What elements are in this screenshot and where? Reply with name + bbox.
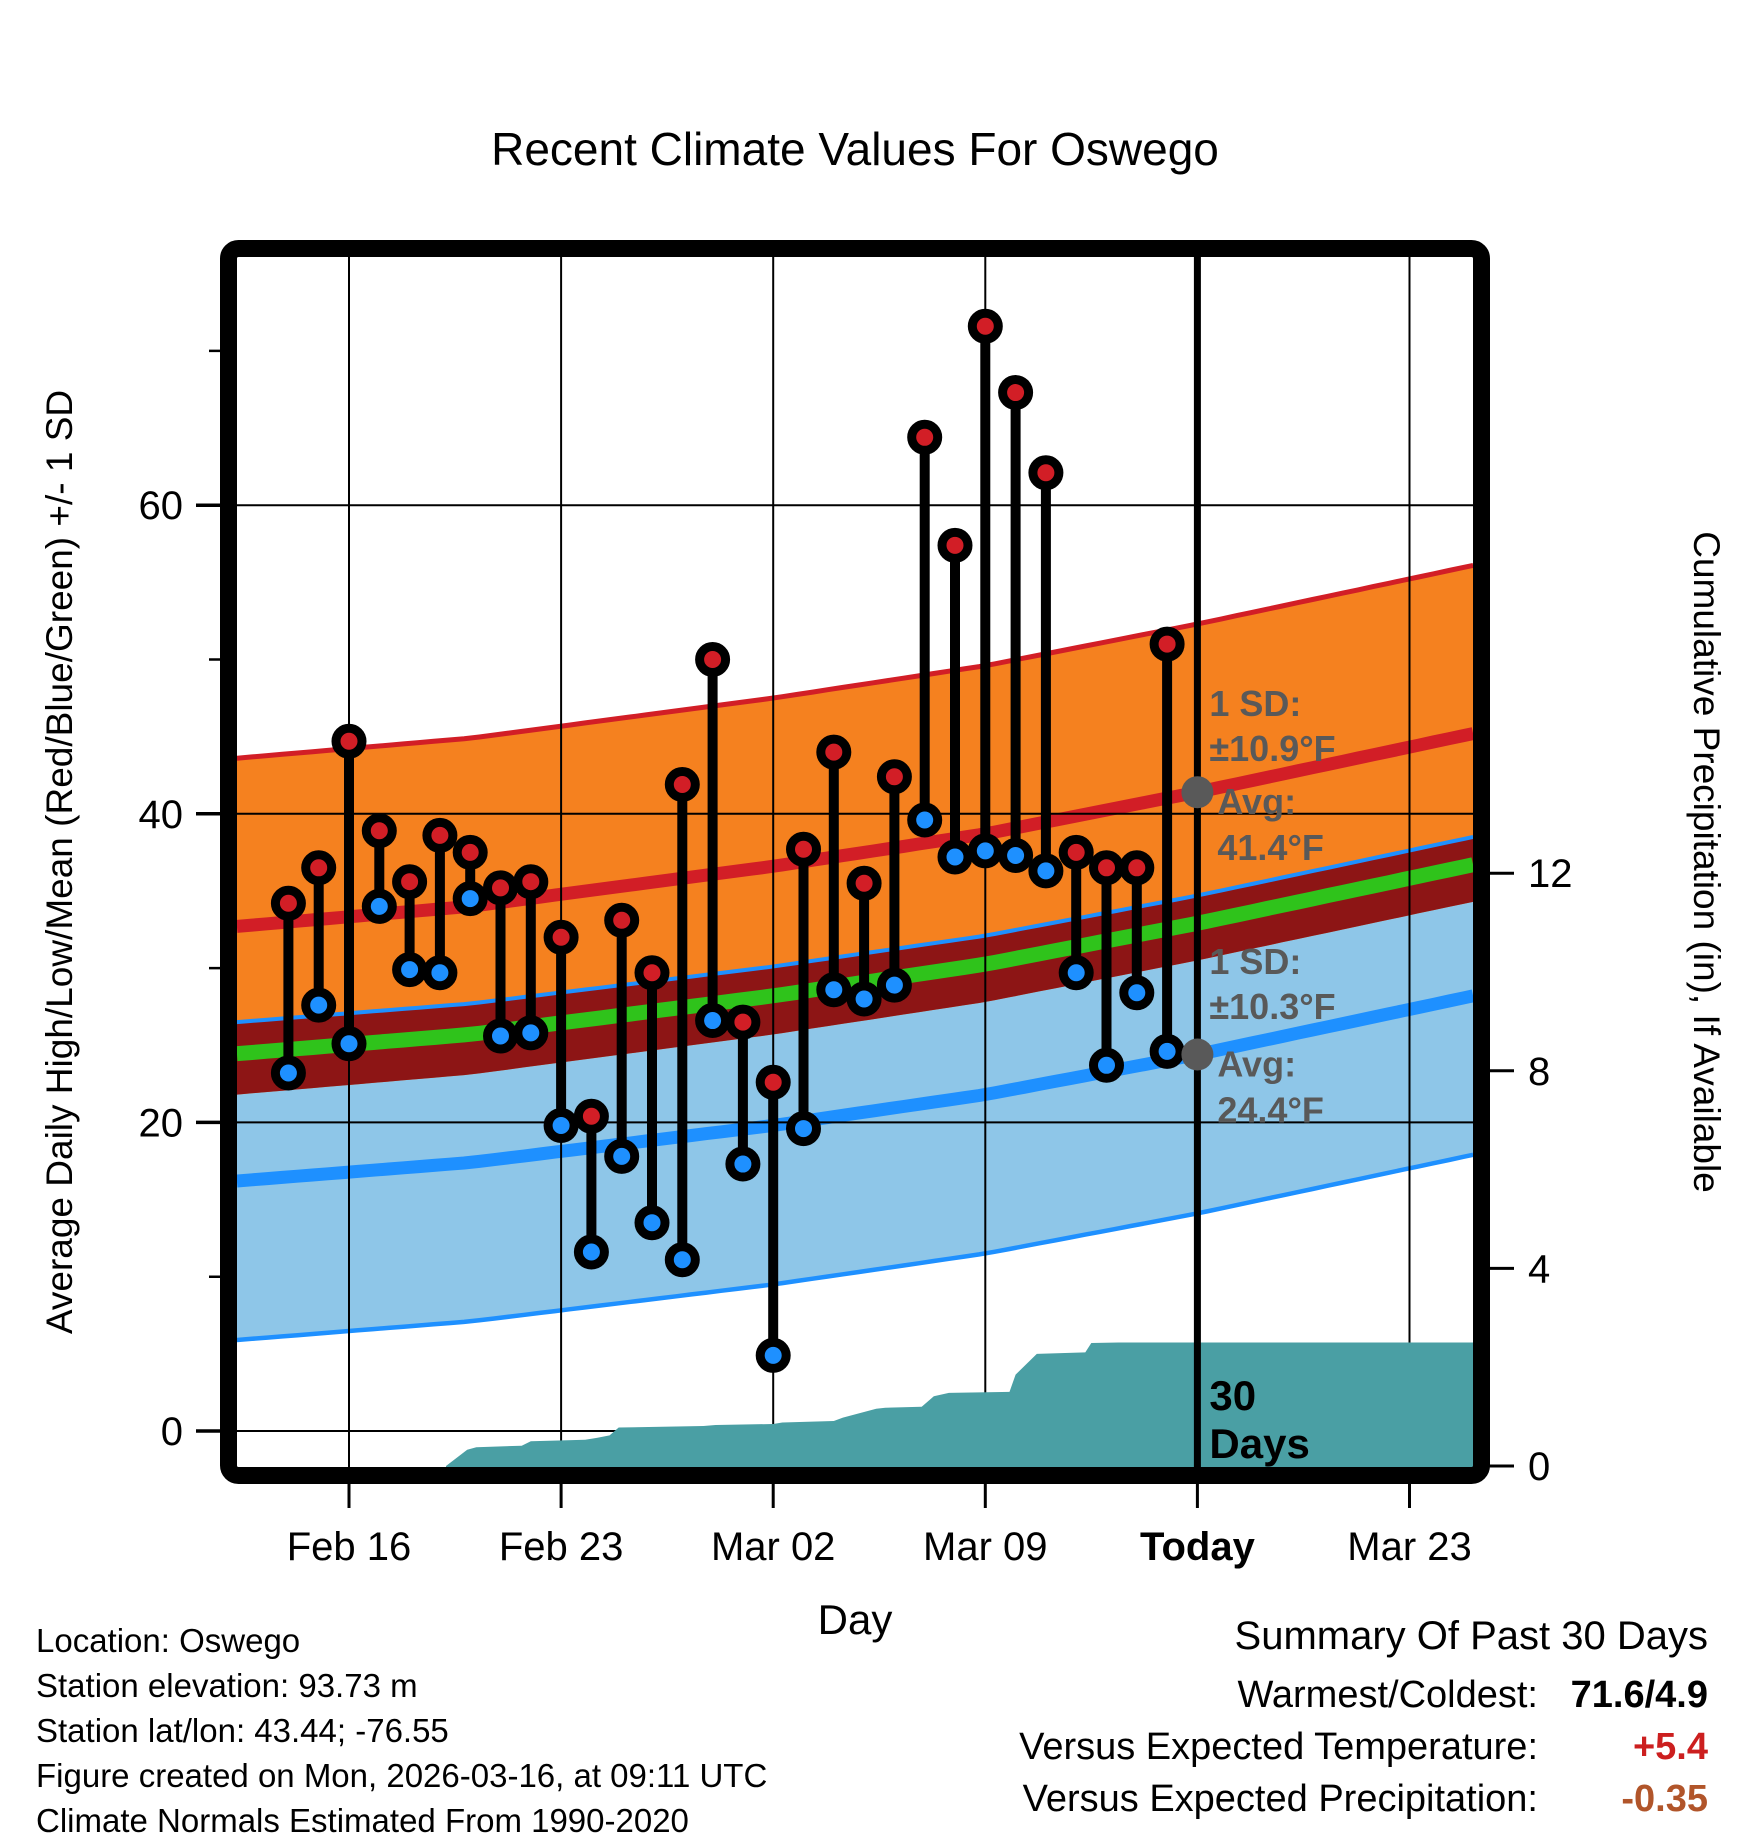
x-tick-label: Mar 02 (710, 1525, 836, 1569)
daily-high-dot (1124, 855, 1150, 881)
daily-high-dot (700, 647, 726, 673)
daily-low-dot (457, 886, 483, 912)
daily-low-dot (488, 1023, 514, 1049)
sd-low-label: 1 SD: (1209, 941, 1302, 982)
chart-title: Recent Climate Values For Oswego (491, 123, 1219, 175)
daily-high-dot (1063, 839, 1089, 865)
daily-low-dot (306, 992, 332, 1018)
summary-past-30-days (1019, 1614, 1708, 1825)
daily-low-dot (972, 838, 998, 864)
summary-value: 71.6/4.9 (1570, 1674, 1708, 1716)
summary-value: -0.35 (1621, 1778, 1708, 1820)
x-tick-label: Mar 23 (1347, 1525, 1472, 1569)
summary-label: Warmest/Coldest: (1237, 1674, 1538, 1716)
daily-high-dot (942, 532, 968, 558)
daily-high-dot (366, 818, 392, 844)
daily-low-dot (1033, 858, 1059, 884)
daily-high-dot (548, 924, 574, 950)
daily-low-dot (609, 1143, 635, 1169)
station-location: Location: Oswego (36, 1622, 301, 1659)
sd-high-label: 1 SD: (1209, 683, 1302, 724)
daily-high-dot (821, 739, 847, 765)
summary-row-warmest-coldest (1019, 1669, 1708, 1721)
daily-high-dot (972, 313, 998, 339)
daily-high-dot (336, 728, 362, 754)
daily-low-dot (669, 1247, 695, 1273)
daily-high-dot (912, 424, 938, 450)
period-label-line2: Days (1209, 1420, 1310, 1467)
summary-label: Versus Expected Temperature: (1019, 1726, 1538, 1768)
y-left-tick-label: 60 (138, 484, 183, 529)
daily-low-dot (942, 844, 968, 870)
daily-low-dot (1063, 960, 1089, 986)
station-latlon: Station lat/lon: 43.44; -76.55 (36, 1712, 449, 1749)
daily-high-dot (457, 839, 483, 865)
daily-low-dot (791, 1116, 817, 1142)
avg-high-marker (1181, 776, 1213, 808)
x-tick-label: Feb 16 (286, 1525, 412, 1569)
daily-low-dot (427, 960, 453, 986)
daily-high-dot (518, 869, 544, 895)
daily-low-dot (821, 977, 847, 1003)
daily-low-dot (881, 972, 907, 998)
x-tick-label: Today (1139, 1525, 1255, 1569)
summary-value: +5.4 (1632, 1726, 1708, 1768)
daily-high-dot (306, 855, 332, 881)
daily-low-dot (336, 1031, 362, 1057)
period-label-line1: 30 (1209, 1372, 1257, 1419)
daily-high-dot (1094, 855, 1120, 881)
summary-row-vs-precipitation (1019, 1773, 1708, 1825)
sd-low-value: ±10.3°F (1209, 986, 1336, 1027)
y-right-tick-label: 8 (1528, 1049, 1551, 1094)
daily-high-dot (760, 1069, 786, 1095)
daily-high-dot (669, 771, 695, 797)
avg-low-label: Avg: (1217, 1043, 1297, 1085)
daily-low-dot (730, 1151, 756, 1177)
daily-low-dot (275, 1060, 301, 1086)
daily-high-dot (275, 890, 301, 916)
daily-low-dot (639, 1210, 665, 1236)
figure-created: Figure created on Mon, 2026-03-16, at 09:11 UTC (36, 1757, 768, 1794)
y-left-tick-label: 0 (160, 1410, 183, 1454)
daily-low-dot (1003, 842, 1029, 868)
daily-low-dot (397, 957, 423, 983)
station-info (36, 1618, 767, 1843)
daily-high-dot (851, 870, 877, 896)
daily-low-dot (1154, 1038, 1180, 1064)
daily-high-dot (791, 836, 817, 862)
avg-high-label: Avg: (1217, 781, 1297, 823)
cumulative-precip-area (446, 1343, 1473, 1468)
daily-low-dot (366, 893, 392, 919)
daily-high-dot (881, 764, 907, 790)
y-right-tick-label: 12 (1528, 852, 1573, 897)
summary-label: Versus Expected Precipitation: (1022, 1778, 1538, 1820)
station-elevation: Station elevation: 93.73 m (36, 1667, 418, 1704)
daily-low-dot (700, 1008, 726, 1034)
y-right-tick-label: 0 (1528, 1445, 1551, 1489)
daily-low-dot (578, 1239, 604, 1265)
daily-high-dot (609, 907, 635, 933)
daily-high-dot (1033, 460, 1059, 486)
y-right-axis-title: Cumulative Precipitation (in), If Available (1686, 531, 1727, 1193)
daily-high-dot (1003, 380, 1029, 406)
sd-high-value: ±10.9°F (1209, 728, 1336, 769)
x-axis-title: Day (817, 1596, 893, 1643)
daily-low-dot (1124, 980, 1150, 1006)
daily-high-dot (730, 1009, 756, 1035)
daily-high-dot (427, 822, 453, 848)
daily-high-dot (1154, 631, 1180, 657)
avg-low-value: 24.4°F (1217, 1089, 1324, 1131)
y-left-tick-label: 20 (138, 1101, 183, 1146)
daily-low-dot (518, 1020, 544, 1046)
normals-basis: Climate Normals Estimated From 1990-2020 (36, 1802, 689, 1839)
daily-low-dot (912, 807, 938, 833)
summary-row-vs-temperature (1019, 1721, 1708, 1773)
daily-high-dot (488, 875, 514, 901)
y-right-tick-label: 4 (1528, 1247, 1551, 1292)
avg-high-value: 41.4°F (1217, 827, 1324, 869)
daily-high-dot (397, 869, 423, 895)
daily-high-dot (639, 960, 665, 986)
daily-low-dot (1094, 1052, 1120, 1078)
daily-high-dot (578, 1103, 604, 1129)
x-tick-label: Feb 23 (498, 1525, 624, 1569)
daily-low-dot (851, 986, 877, 1012)
summary-title: Summary Of Past 30 Days (1234, 1614, 1708, 1658)
daily-low-dot (760, 1342, 786, 1368)
y-left-tick-label: 40 (138, 792, 183, 837)
x-tick-label: Mar 09 (923, 1525, 1048, 1569)
y-left-axis-title: Average Daily High/Low/Mean (Red/Blue/Green) +/- 1 SD (39, 389, 80, 1335)
daily-low-dot (548, 1112, 574, 1138)
avg-low-marker (1181, 1039, 1213, 1071)
